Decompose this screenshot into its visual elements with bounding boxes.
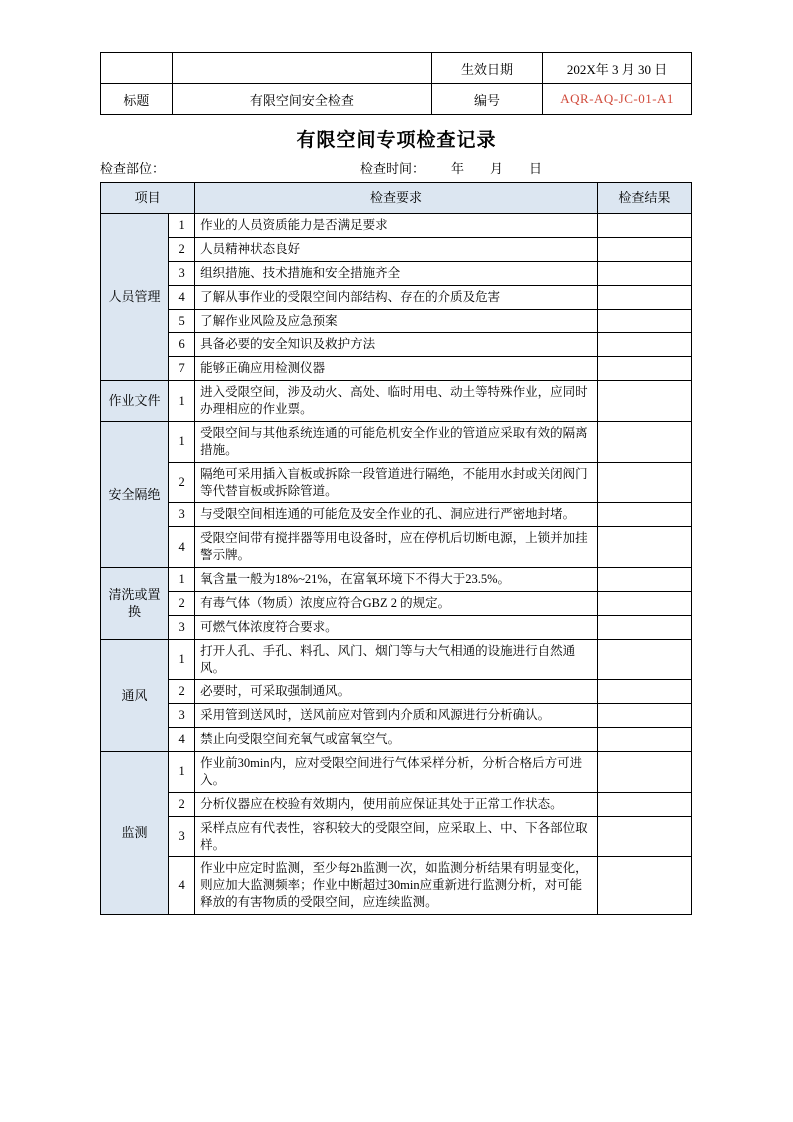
row-number: 1 [169, 421, 195, 462]
row-requirement: 了解作业风险及应急预案 [195, 309, 598, 333]
title-label: 标题 [101, 84, 173, 115]
row-result[interactable] [597, 752, 691, 793]
table-header-row [101, 183, 692, 214]
table-row [101, 639, 692, 680]
row-number: 1 [169, 639, 195, 680]
row-number: 1 [169, 752, 195, 793]
row-requirement: 受限空间与其他系统连通的可能危机安全作业的管道应采取有效的隔离措施。 [195, 421, 598, 462]
category-cell: 监测 [101, 752, 169, 915]
table-row [101, 857, 692, 915]
meta-row [100, 158, 692, 177]
row-number: 3 [169, 615, 195, 639]
row-number: 2 [169, 237, 195, 261]
table-row [101, 309, 692, 333]
row-number: 6 [169, 333, 195, 357]
row-requirement: 进入受限空间，涉及动火、高处、临时用电、动土等特殊作业，应同时办理相应的作业票。 [195, 381, 598, 422]
row-requirement: 作业的人员资质能力是否满足要求 [195, 214, 598, 238]
row-result[interactable] [597, 792, 691, 816]
header-table [100, 52, 692, 115]
code-value [543, 84, 692, 115]
row-result[interactable] [597, 615, 691, 639]
row-result[interactable] [597, 381, 691, 422]
row-result[interactable] [597, 285, 691, 309]
row-result[interactable] [597, 591, 691, 615]
row-requirement: 打开人孔、手孔、料孔、风门、烟门等与大气相通的设施进行自然通风。 [195, 639, 598, 680]
table-row [101, 333, 692, 357]
category-cell: 人员管理 [101, 214, 169, 381]
table-row [101, 568, 692, 592]
category-cell: 通风 [101, 639, 169, 751]
row-number: 2 [169, 591, 195, 615]
table-row [101, 680, 692, 704]
row-requirement: 受限空间带有搅拌器等用电设备时，应在停机后切断电源，上锁并加挂警示牌。 [195, 527, 598, 568]
table-row [101, 752, 692, 793]
category-cell: 清洗或置换 [101, 568, 169, 640]
table-row [101, 816, 692, 857]
column-header-requirement: 检查要求 [195, 183, 598, 214]
row-number: 1 [169, 568, 195, 592]
row-requirement: 作业中应定时监测，至少每2h监测一次，如监测分析结果有明显变化，则应加大监测频率；作业中断超过30min应重新进行监测分析，对可能释放的有害物质的受限空间，应连续监测。 [195, 857, 598, 915]
row-requirement: 了解从事作业的受限空间内部结构、存在的介质及危害 [195, 285, 598, 309]
inspection-time-group [360, 158, 692, 177]
table-row [101, 728, 692, 752]
page-title: 有限空间专项检查记录 [296, 130, 497, 151]
row-result[interactable] [597, 527, 691, 568]
row-requirement: 采样点应有代表性，容积较大的受限空间，应采取上、中、下各部位取样。 [195, 816, 598, 857]
header-row-date [101, 53, 692, 84]
row-requirement: 有毒气体（物质）浓度应符合GBZ 2 的规定。 [195, 591, 598, 615]
row-result[interactable] [597, 680, 691, 704]
column-header-item: 项目 [101, 183, 195, 214]
table-row [101, 527, 692, 568]
row-result[interactable] [597, 728, 691, 752]
row-result[interactable] [597, 261, 691, 285]
category-cell: 作业文件 [101, 381, 169, 422]
title-value: 有限空间安全检查 [172, 84, 431, 115]
row-number: 4 [169, 857, 195, 915]
table-row [101, 214, 692, 238]
row-number: 3 [169, 503, 195, 527]
table-row [101, 285, 692, 309]
row-result[interactable] [597, 237, 691, 261]
code-label: 编号 [431, 84, 542, 115]
table-row [101, 237, 692, 261]
row-result[interactable] [597, 357, 691, 381]
inspection-time-label: 检查时间： [360, 161, 426, 176]
category-cell: 安全隔绝 [101, 421, 169, 567]
checklist-table [100, 182, 692, 915]
column-header-result: 检查结果 [597, 183, 691, 214]
row-result[interactable] [597, 816, 691, 857]
effective-date-label: 生效日期 [431, 53, 542, 84]
row-number: 5 [169, 309, 195, 333]
row-requirement: 氧含量一般为18%~21%，在富氧环境下不得大于23.5%。 [195, 568, 598, 592]
row-number: 3 [169, 816, 195, 857]
row-requirement: 必要时，可采取强制通风。 [195, 680, 598, 704]
row-result[interactable] [597, 639, 691, 680]
table-row [101, 261, 692, 285]
row-result[interactable] [597, 333, 691, 357]
row-result[interactable] [597, 462, 691, 503]
row-requirement: 隔绝可采用插入盲板或拆除一段管道进行隔绝，不能用水封或关闭阀门等代替盲板或拆除管道。 [195, 462, 598, 503]
row-requirement: 具备必要的安全知识及救护方法 [195, 333, 598, 357]
row-requirement: 禁止向受限空间充氧气或富氧空气。 [195, 728, 598, 752]
row-number: 4 [169, 527, 195, 568]
row-requirement: 与受限空间相连通的可能危及安全作业的孔、洞应进行严密地封堵。 [195, 503, 598, 527]
table-row [101, 357, 692, 381]
row-number: 7 [169, 357, 195, 381]
row-result[interactable] [597, 704, 691, 728]
row-number: 3 [169, 261, 195, 285]
row-result[interactable] [597, 421, 691, 462]
row-number: 1 [169, 214, 195, 238]
row-number: 1 [169, 381, 195, 422]
header-blank-cell [101, 53, 173, 84]
table-row [101, 421, 692, 462]
row-requirement: 采用管到送风时，送风前应对管到内介质和风源进行分析确认。 [195, 704, 598, 728]
row-result[interactable] [597, 214, 691, 238]
table-row [101, 591, 692, 615]
row-requirement: 分析仪器应在校验有效期内，使用前应保证其处于正常工作状态。 [195, 792, 598, 816]
table-row [101, 381, 692, 422]
row-number: 3 [169, 704, 195, 728]
effective-date-value: 202X年 3 月 30 日 [543, 53, 692, 84]
table-row [101, 615, 692, 639]
row-requirement: 组织措施、技术措施和安全措施齐全 [195, 261, 598, 285]
table-row [101, 462, 692, 503]
row-number: 4 [169, 728, 195, 752]
row-number: 2 [169, 792, 195, 816]
day-label: 日 [529, 161, 543, 176]
row-result[interactable] [597, 503, 691, 527]
code-text: AQR-AQ-JC-01-A1 [560, 91, 674, 106]
row-requirement: 能够正确应用检测仪器 [195, 357, 598, 381]
row-result[interactable] [597, 857, 691, 915]
table-row [101, 704, 692, 728]
row-number: 2 [169, 462, 195, 503]
month-label: 月 [490, 161, 504, 176]
table-row [101, 503, 692, 527]
header-row-title [101, 84, 692, 115]
row-number: 4 [169, 285, 195, 309]
year-label: 年 [451, 161, 465, 176]
row-requirement: 人员精神状态良好 [195, 237, 598, 261]
header-blank-cell-2 [172, 53, 431, 84]
row-number: 2 [169, 680, 195, 704]
row-requirement: 作业前30min内，应对受限空间进行气体采样分析，分析合格后方可进入。 [195, 752, 598, 793]
table-row [101, 792, 692, 816]
row-requirement: 可燃气体浓度符合要求。 [195, 615, 598, 639]
inspection-location-label: 检查部位： [100, 161, 166, 176]
checklist-body [101, 214, 692, 915]
row-result[interactable] [597, 568, 691, 592]
row-result[interactable] [597, 309, 691, 333]
